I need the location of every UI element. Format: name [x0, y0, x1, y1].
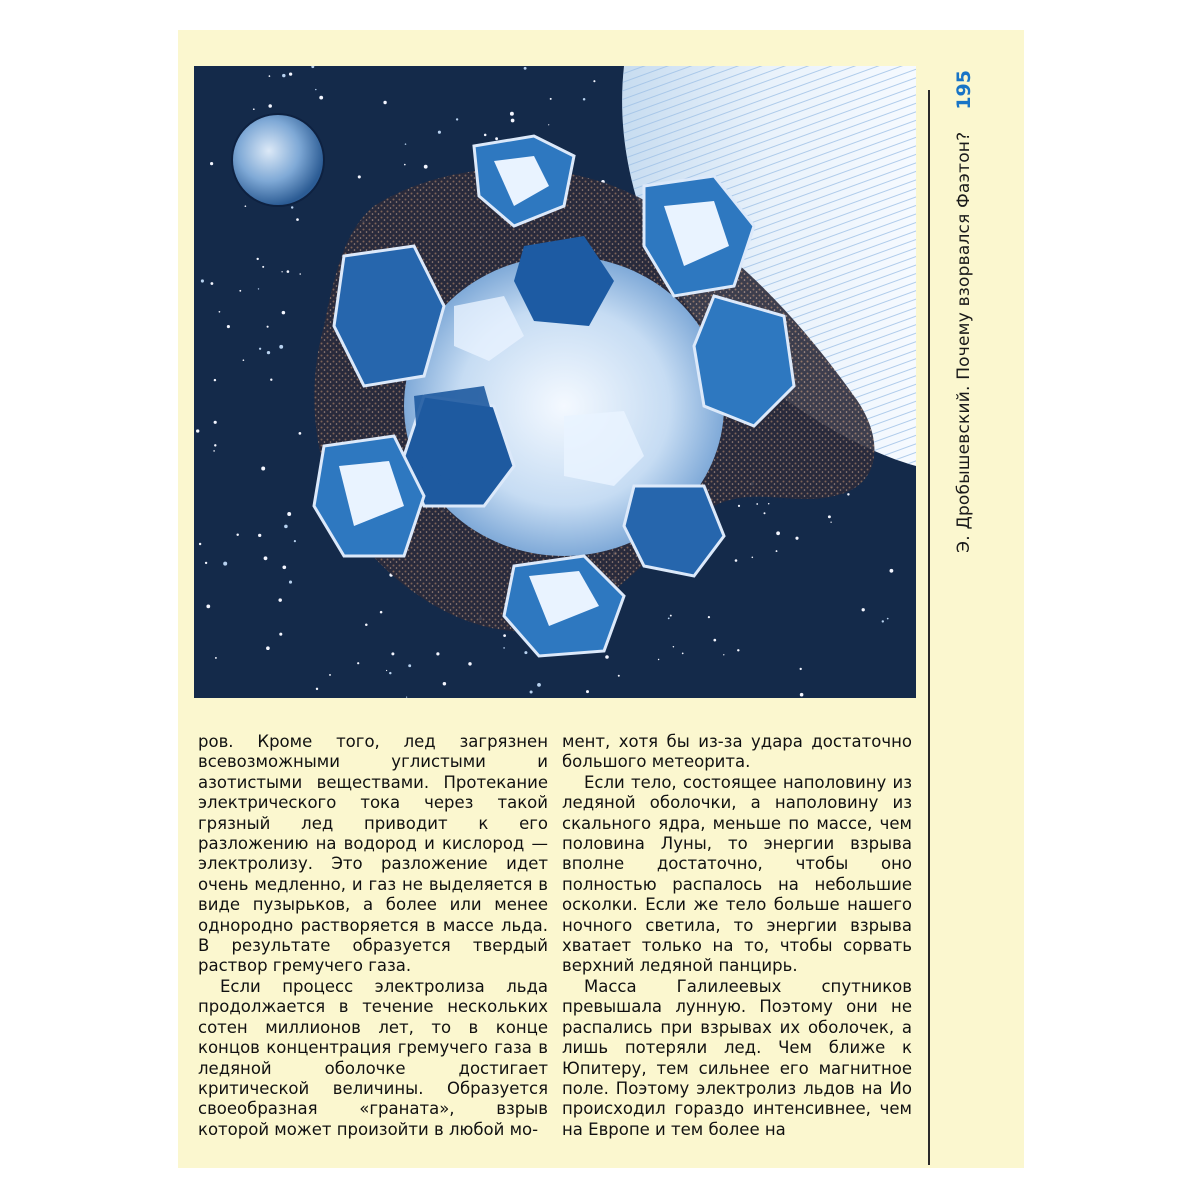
star: [258, 288, 259, 289]
star: [259, 348, 261, 350]
page-number: 195: [953, 70, 975, 110]
star: [205, 562, 207, 564]
star: [262, 266, 264, 268]
star: [282, 74, 285, 77]
star: [319, 96, 323, 100]
star: [583, 98, 586, 101]
star: [406, 696, 407, 697]
star: [214, 421, 217, 424]
star: [550, 98, 552, 100]
star: [668, 618, 670, 620]
star: [210, 162, 213, 165]
paragraph: Если тело, состоящее наполовину из ледяной оболочки, а наполовину из скального ядра, меньше по массе, чем половина Луны, то энергии взрыва вполне достаточно, чтобы оно полностью распалось на небольшие осколки. Если же тело больше нашего ночного светила, то энергии взрыва хватает только на то, чтобы сорвать верхний ледяной панцирь.: [562, 772, 912, 976]
star: [219, 311, 221, 313]
text-column-right: [562, 732, 912, 1140]
star: [658, 659, 659, 660]
star: [256, 258, 258, 260]
star: [264, 556, 268, 560]
star: [315, 89, 316, 90]
star: [281, 271, 282, 272]
star: [386, 670, 387, 671]
star: [723, 654, 724, 655]
book-page: [178, 30, 1024, 1168]
star: [524, 67, 527, 70]
paragraph: Если процесс электролиза льда продолжается в течение нескольких сотен миллионов лет, то в конце концов концентрация гремучего газа в ледяной оболочке достигает критической величины. Образуется своеобразная «граната», взрыв которой может произойти в любой мо-: [198, 976, 548, 1139]
paragraph: мент, хотя бы из-за удара достаточно большого метеорита.: [562, 732, 912, 772]
star: [682, 653, 684, 655]
star: [236, 533, 238, 535]
star: [484, 134, 487, 137]
star: [282, 311, 286, 315]
star: [408, 664, 411, 667]
star: [266, 646, 270, 650]
star: [214, 444, 216, 446]
star: [495, 137, 498, 140]
star: [299, 432, 302, 435]
star: [424, 165, 428, 169]
star: [391, 652, 394, 655]
star: [830, 522, 831, 523]
star: [673, 646, 674, 647]
star: [800, 693, 804, 697]
star: [243, 359, 245, 361]
star: [800, 668, 802, 670]
star: [267, 326, 269, 328]
star: [279, 345, 283, 349]
star: [196, 429, 199, 432]
star: [199, 543, 201, 545]
running-head: [944, 70, 984, 1160]
star: [436, 652, 439, 655]
star: [365, 624, 368, 627]
star: [468, 662, 471, 665]
star: [223, 562, 227, 566]
star: [278, 598, 281, 601]
star: [389, 672, 391, 674]
star: [548, 124, 549, 125]
star: [586, 690, 589, 693]
star: [269, 75, 271, 77]
star: [206, 605, 210, 609]
star: [214, 379, 216, 381]
star: [404, 164, 406, 166]
star: [524, 651, 527, 654]
star: [593, 80, 595, 82]
star: [443, 682, 446, 685]
star: [215, 657, 217, 659]
star: [756, 503, 758, 505]
star: [296, 218, 299, 221]
star: [253, 108, 255, 110]
star: [735, 559, 738, 562]
star: [503, 647, 505, 649]
star: [764, 512, 766, 514]
star: [605, 655, 609, 659]
star: [776, 531, 780, 535]
star: [299, 273, 301, 275]
star: [284, 525, 288, 529]
star: [258, 534, 261, 537]
star: [713, 639, 716, 642]
star: [245, 205, 247, 207]
star: [287, 512, 291, 516]
vertical-rule: [928, 90, 930, 1165]
star: [210, 282, 213, 285]
star: [530, 690, 533, 693]
star: [282, 565, 286, 569]
star: [201, 279, 204, 282]
star: [768, 503, 769, 504]
star: [438, 131, 441, 134]
running-head-title: Э. Дробышевский. Почему взорвался Фаэтон?: [954, 131, 974, 553]
star: [511, 119, 515, 123]
paragraph: ров. Кроме того, лед загрязнен всевозможными углистыми и азотистыми веществами. Протекание электрического тока через такой грязный лед приводит к его разложению на водород и кислород — электролизу. Это разложение идет очень медленно, и газ не выделяется в виде пузырьков, а более или менее однородно растворяется в массе льда. В результате образуется твердый раствор гремучего газа.: [198, 732, 548, 976]
star: [828, 515, 831, 518]
star: [537, 683, 541, 687]
star: [316, 688, 318, 690]
text-column-left: [198, 732, 548, 1140]
star: [618, 675, 620, 677]
star: [405, 143, 407, 145]
star: [862, 608, 865, 611]
star: [213, 450, 215, 452]
star: [279, 633, 282, 636]
star: [239, 290, 241, 292]
star: [708, 616, 710, 618]
star: [294, 540, 296, 542]
star: [776, 550, 778, 552]
star: [357, 662, 359, 664]
star: [261, 467, 265, 471]
star: [670, 615, 672, 617]
star: [887, 618, 889, 620]
star: [270, 379, 272, 381]
star: [752, 557, 754, 559]
star: [289, 581, 292, 584]
star: [456, 118, 458, 120]
star: [358, 175, 361, 178]
star: [882, 620, 884, 622]
star: [503, 634, 506, 637]
exploding-planet-illustration-icon: [194, 66, 916, 698]
paragraph: Масса Галилеевых спутников превышала лунную. Поэтому они не распались при взрывах их оболочек, а лишь потеряли лед. Чем ближе к Юпитеру, тем сильнее его магнитное поле. Поэтому электролиз льдов на Ио происходил гораздо интенсивнее, чем на Европе и тем более на: [562, 976, 912, 1139]
star: [738, 505, 740, 507]
star: [510, 112, 514, 116]
star: [383, 101, 386, 104]
star: [890, 569, 894, 573]
star: [289, 72, 292, 75]
star: [268, 104, 272, 108]
star: [267, 351, 270, 354]
star: [737, 649, 739, 651]
star: [380, 611, 383, 614]
star: [795, 537, 798, 540]
star: [291, 206, 293, 208]
star: [227, 325, 230, 328]
star: [847, 493, 849, 495]
star: [287, 270, 290, 273]
star: [329, 674, 331, 676]
